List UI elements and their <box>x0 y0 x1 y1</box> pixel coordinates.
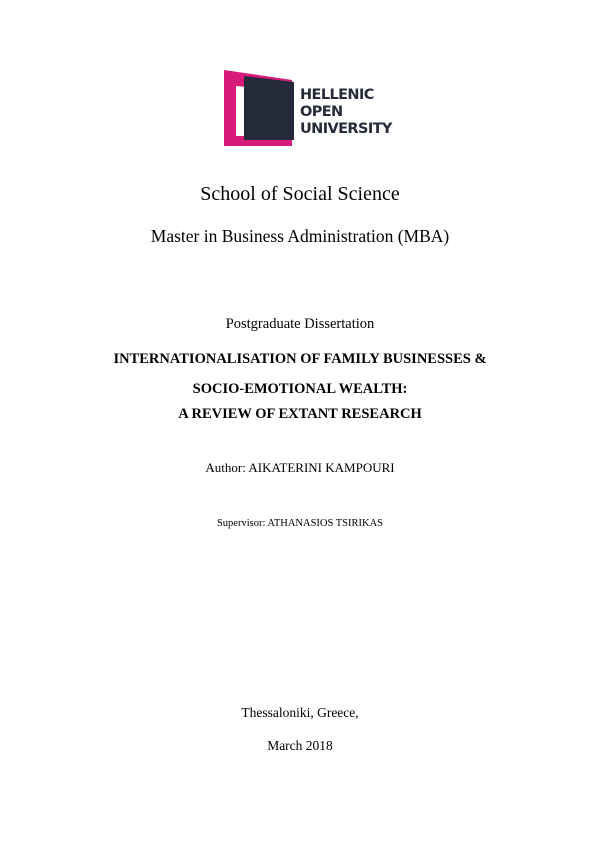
dissertation-title-line-1: INTERNATIONALISATION OF FAMILY BUSINESSES & <box>113 351 487 367</box>
university-logo-mark-icon <box>224 70 296 146</box>
place: Thessaloniki, Greece, <box>241 705 359 720</box>
dissertation-title-line-2: SOCIO-EMOTIONAL WEALTH: <box>192 381 408 397</box>
document-type: Postgraduate Dissertation <box>225 316 375 332</box>
supervisor: Supervisor: ATHANASIOS TSIRIKAS <box>216 518 384 529</box>
logo-text-line: UNIVERSITY <box>300 121 392 137</box>
date: March 2018 <box>267 738 333 753</box>
program-name: Master in Business Administration (MBA) <box>150 226 450 246</box>
dissertation-title-line-3: A REVIEW OF EXTANT RESEARCH <box>178 406 422 422</box>
university-logo-text <box>300 87 392 138</box>
school-name: School of Social Science <box>200 183 400 205</box>
university-logo <box>224 70 394 146</box>
logo-text-line: OPEN <box>300 104 343 120</box>
logo-text-line: HELLENIC <box>300 87 374 103</box>
author: Author: AIKATERINI KAMPOURI <box>205 460 395 475</box>
